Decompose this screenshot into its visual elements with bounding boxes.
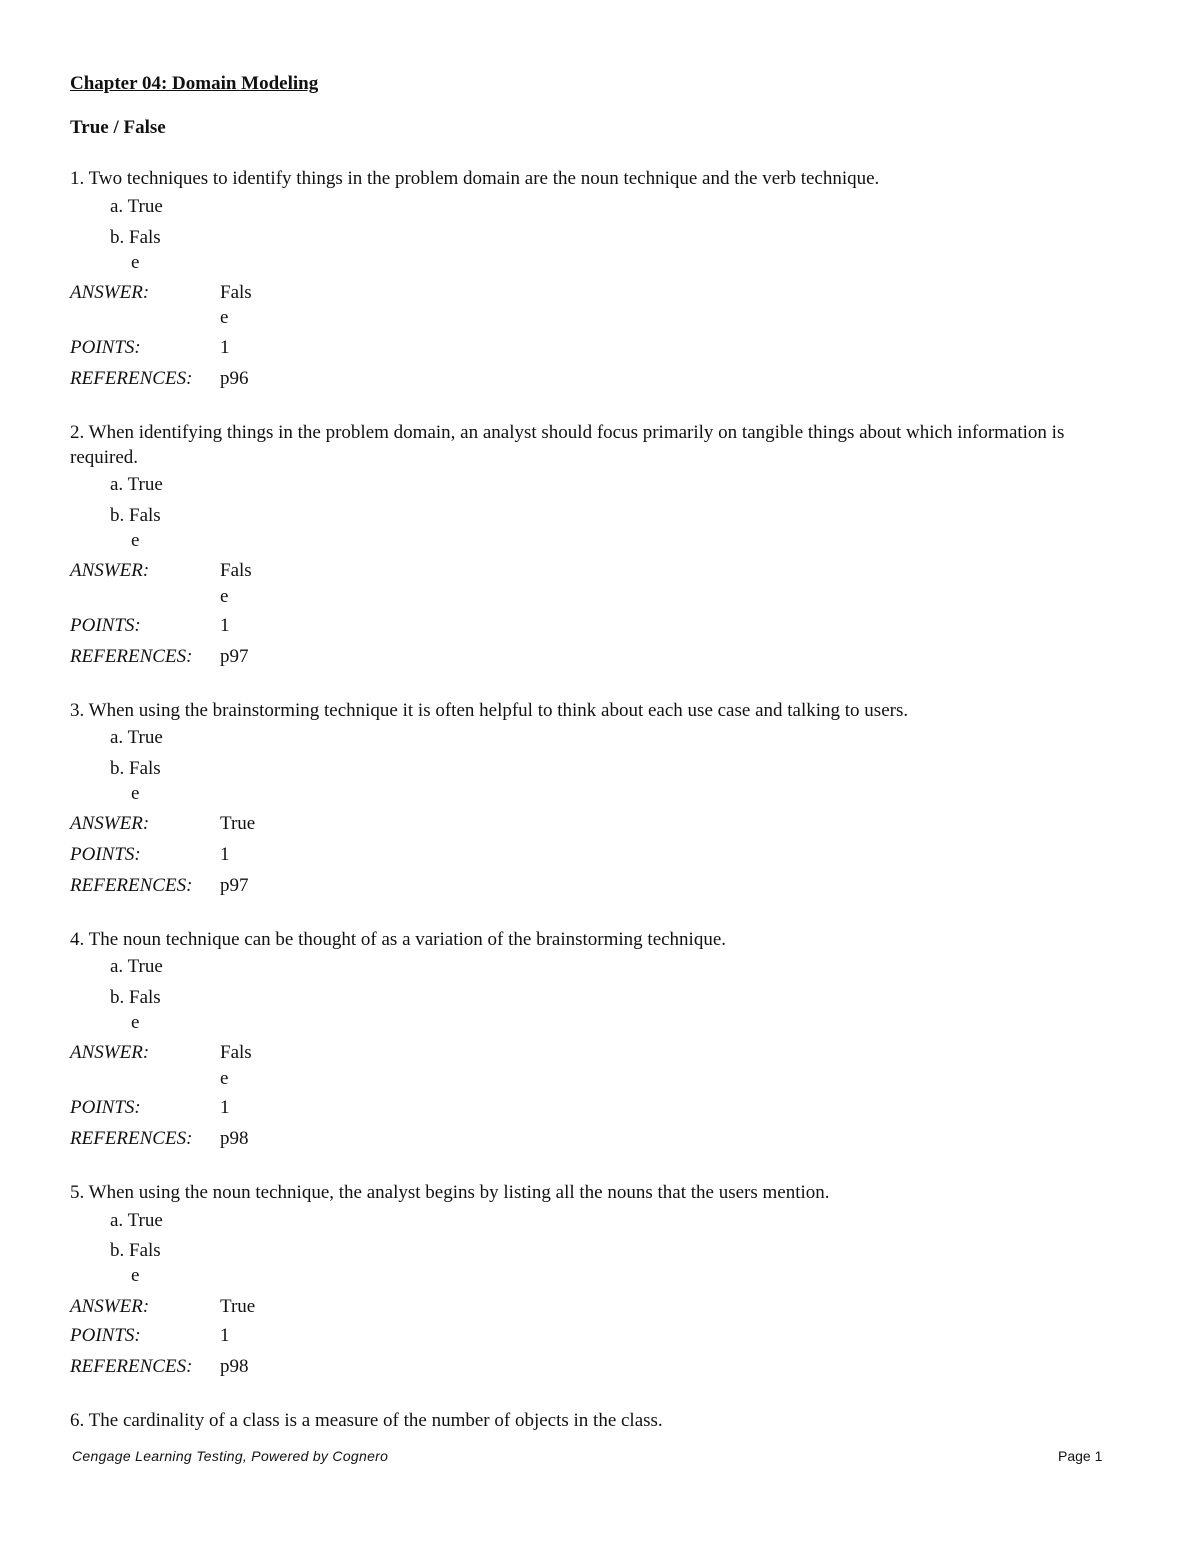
option-b-continuation: e: [131, 530, 140, 551]
answer-label: ANSWER:: [70, 282, 150, 303]
answer-value: True: [220, 813, 256, 834]
option-a: a. True: [110, 474, 163, 495]
points-value: 1: [220, 337, 230, 358]
answer-value-continuation: e: [220, 586, 229, 607]
option-b: b. Fals: [110, 987, 161, 1008]
references-label: REFERENCES:: [70, 1128, 193, 1149]
question-text: 4. The noun technique can be thought of as a variation of the brainstorming technique.: [70, 929, 727, 950]
option-b-continuation: e: [131, 1012, 140, 1033]
points-label: POINTS:: [70, 615, 141, 636]
references-value: p98: [220, 1128, 249, 1149]
option-a: a. True: [110, 1210, 163, 1231]
points-label: POINTS:: [70, 1325, 141, 1346]
footer-page-number: Page 1: [1058, 1448, 1103, 1464]
option-a: a. True: [110, 956, 163, 977]
points-value: 1: [220, 615, 230, 636]
references-value: p97: [220, 646, 249, 667]
references-value: p96: [220, 368, 249, 389]
option-b: b. Fals: [110, 758, 161, 779]
answer-value: Fals: [220, 1042, 252, 1063]
references-label: REFERENCES:: [70, 368, 193, 389]
points-label: POINTS:: [70, 337, 141, 358]
question-text: 5. When using the noun technique, the analyst begins by listing all the nouns that the users mention.: [70, 1182, 830, 1203]
option-b-continuation: e: [131, 783, 140, 804]
question-text: 1. Two techniques to identify things in the problem domain are the noun technique and the verb technique.: [70, 168, 880, 189]
section-heading: True / False: [70, 117, 166, 138]
question-text: 2. When identifying things in the problem domain, an analyst should focus primarily on tangible things about which information is required.: [70, 422, 1065, 468]
points-value: 1: [220, 1097, 230, 1118]
option-b-continuation: e: [131, 1265, 140, 1286]
option-b: b. Fals: [110, 505, 161, 526]
points-label: POINTS:: [70, 844, 141, 865]
page-title: Chapter 04: Domain Modeling: [70, 73, 319, 94]
references-value: p98: [220, 1356, 249, 1377]
references-value: p97: [220, 875, 249, 896]
references-label: REFERENCES:: [70, 1356, 193, 1377]
answer-value: True: [220, 1296, 256, 1317]
option-b: b. Fals: [110, 1240, 161, 1261]
option-b-continuation: e: [131, 252, 140, 273]
points-value: 1: [220, 1325, 230, 1346]
question-text: 3. When using the brainstorming technique it is often helpful to think about each use case and talking to users.: [70, 700, 909, 721]
answer-value: Fals: [220, 282, 252, 303]
question-text: 6. The cardinality of a class is a measure of the number of objects in the class.: [70, 1410, 663, 1431]
answer-label: ANSWER:: [70, 560, 150, 581]
option-a: a. True: [110, 727, 163, 748]
answer-value-continuation: e: [220, 307, 229, 328]
answer-value: Fals: [220, 560, 252, 581]
answer-label: ANSWER:: [70, 1296, 150, 1317]
option-a: a. True: [110, 196, 163, 217]
references-label: REFERENCES:: [70, 875, 193, 896]
answer-label: ANSWER:: [70, 1042, 150, 1063]
answer-value-continuation: e: [220, 1068, 229, 1089]
references-label: REFERENCES:: [70, 646, 193, 667]
answer-label: ANSWER:: [70, 813, 150, 834]
points-label: POINTS:: [70, 1097, 141, 1118]
footer-publisher: Cengage Learning Testing, Powered by Cognero: [72, 1448, 389, 1464]
option-b: b. Fals: [110, 227, 161, 248]
points-value: 1: [220, 844, 230, 865]
